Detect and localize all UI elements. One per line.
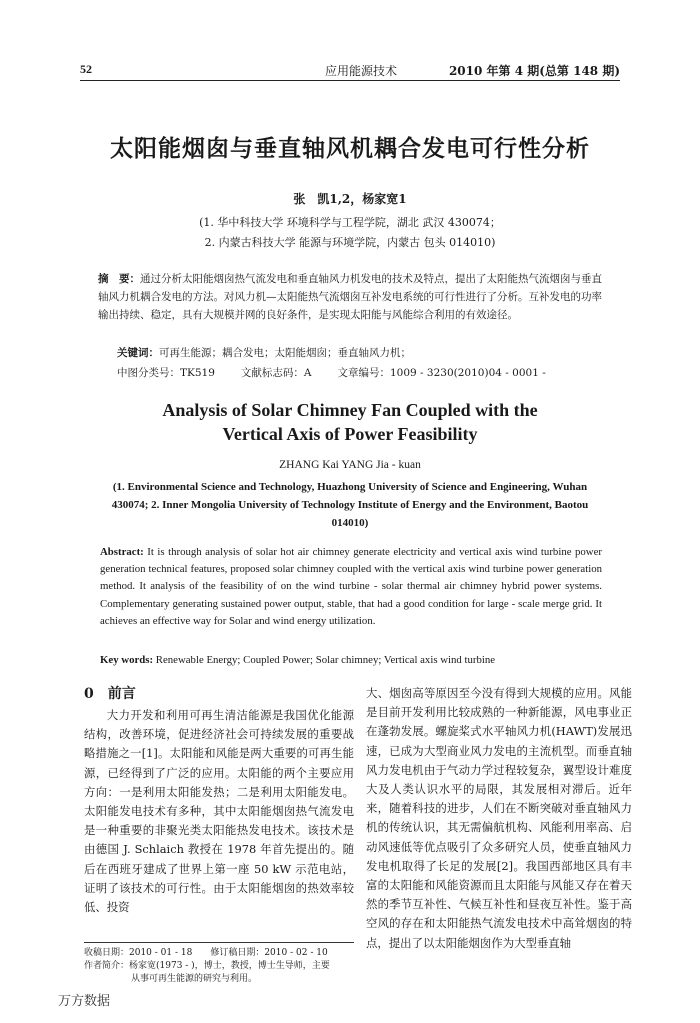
body-paragraph-left: 大力开发和利用可再生清洁能源是我国优化能源结构，改善环境，促进经济社会可持续发展的重要战略措施之一[1]。太阳能和风能是两大重要的可再生能源，已经得到了广泛的应用。太阳能的两个主要应用方向：一是利用太阳能发热；二是利用太阳能发电。太阳能发电技术有多种，其中太阳能烟囱热气流发电是一种重要的非聚光类太阳能热发电技术。该技术是由德国 J. Schlaich 教授在 1978 年首先提出的。随后在西班牙建成了世界上第一座 50 kW 示范电站，证明了该技术的可行性。由于太阳能烟囱的热效率较低、投资 <box>84 708 354 915</box>
classification-codes <box>117 365 602 380</box>
keywords-cn-text: 可再生能源；耦合发电；太阳能烟囱；垂直轴风力机； <box>159 347 411 359</box>
article-number: 文章编号：1009 - 3230(2010)04 - 0001 - <box>337 367 546 379</box>
affiliation-cn-2: 2. 内蒙古科技大学 能源与环境学院，内蒙古 包头 014010) <box>204 236 496 249</box>
title-chinese: 太阳能烟囱与垂直轴风机耦合发电可行性分析 <box>110 135 590 162</box>
abstract-en-text: It is through analysis of solar hot air chimney generate electricity and vertical axis wind turbine power generation technical features, proposed solar chimney coupled with the vertical axis wind turbine power generation method. It analysis of the feasibility of on the wind turbine - solar thermal air chimney hybrid power systems. Complementary generating sustained power output, stable, that had a good condition for large - scale merge grid. It achieves an effective way for Solar and wind energy utilization. <box>100 546 602 627</box>
body-left-column <box>84 684 354 917</box>
footnote <box>84 942 354 986</box>
title-en-line-1: Analysis of Solar Chimney Fan Coupled with the <box>162 400 538 420</box>
clc-code: 中图分类号：TK519 <box>117 367 215 379</box>
affiliation-english: (1. Environmental Science and Technology, Huazhong University of Science and Engineering, Wuhan 430074; 2. Inner Mongolia University of Technology Institute of Energy and the Environment, Baotou 014010) <box>111 481 589 529</box>
body-paragraph-right: 大、烟囱高等原因至今没有得到大规模的应用。风能是目前开发利用比较成熟的一种新能源，风电事业正在蓬勃发展。螺旋桨式水平轴风力机(HAWT)发展迅速，已成为大型商业风力发电的主流机型。而垂直轴风力发电机由于气动力学过程较复杂，翼型设计难度大及人类认识水平的局限，其发展相对滞后。近年来，随着科技的进步，人们在不断突破对垂直轴风力机的传统认识，其无需偏航机构、风能利用率高、启动风速低等优点吸引了众多研究人员，使垂直轴风力发电机取得了长足的发展[2]。我国西部地区具有丰富的太阳能和风能资源而且太阳能与风能又存在着天然的季节互补性、气候互补性和昼夜互补性。鉴于高空风的存在和太阳能热气流发电技术中高耸烟囱的特点，提出了以太阳能烟囱作为大型垂直轴 <box>366 686 632 950</box>
page-number: 52 <box>80 62 92 76</box>
section-heading <box>84 684 354 704</box>
title-en-line-2: Vertical Axis of Power Feasibility <box>222 424 478 444</box>
author-bio: 作者简介：杨家宽(1973 - )，博士，教授，博士生导师，主要 <box>84 961 330 971</box>
document-code: 文献标志码：A <box>240 367 312 379</box>
affiliation-cn-1: (1. 华中科技大学 环境科学与工程学院，湖北 武汉 430074； <box>199 216 501 229</box>
authors-english: ZHANG Kai YANG Jia - kuan <box>279 459 421 471</box>
journal-name: 应用能源技术 <box>325 64 398 78</box>
keywords-en-label: Key words: <box>100 654 154 666</box>
section-number: 0 <box>84 686 94 702</box>
keywords-cn-label: 关键词： <box>117 347 159 359</box>
abstract-chinese <box>98 270 602 324</box>
abstract-english <box>100 544 602 630</box>
abstract-cn-text: 通过分析太阳能烟囱热气流发电和垂直轴风力机发电的技术及特点，提出了太阳能热气流烟囱与垂直轴风力机耦合发电的方法。对风力机—太阳能热气流烟囱互补发电系统的可行性进行了分析。互补发电的功率输出持续、稳定，具有大规模并网的良好条件，是实现太阳能与风能综合利用的有效途径。 <box>98 273 602 321</box>
received-dates: 收稿日期：2010 - 01 - 18 修订稿日期：2010 - 02 - 10 <box>84 948 328 958</box>
abstract-en-label: Abstract: <box>100 546 144 558</box>
authors-chinese: 张 凯1,2，杨家宽1 <box>293 192 407 206</box>
abstract-cn-label: 摘 要： <box>98 273 140 285</box>
title-english <box>60 398 640 446</box>
issue-info: 2010 年第 4 期(总第 148 期) <box>448 64 620 78</box>
section-title: 前言 <box>107 686 136 702</box>
keywords-en-text: Renewable Energy; Coupled Power; Solar chimney; Vertical axis wind turbine <box>153 654 496 666</box>
running-header <box>80 58 620 81</box>
author-bio-continued: 从事可再生能源的研究与利用。 <box>131 974 258 984</box>
watermark: 万方数据 <box>58 994 111 1009</box>
keywords-chinese <box>117 345 602 360</box>
body-right-column <box>366 684 632 953</box>
keywords-english <box>100 654 602 666</box>
